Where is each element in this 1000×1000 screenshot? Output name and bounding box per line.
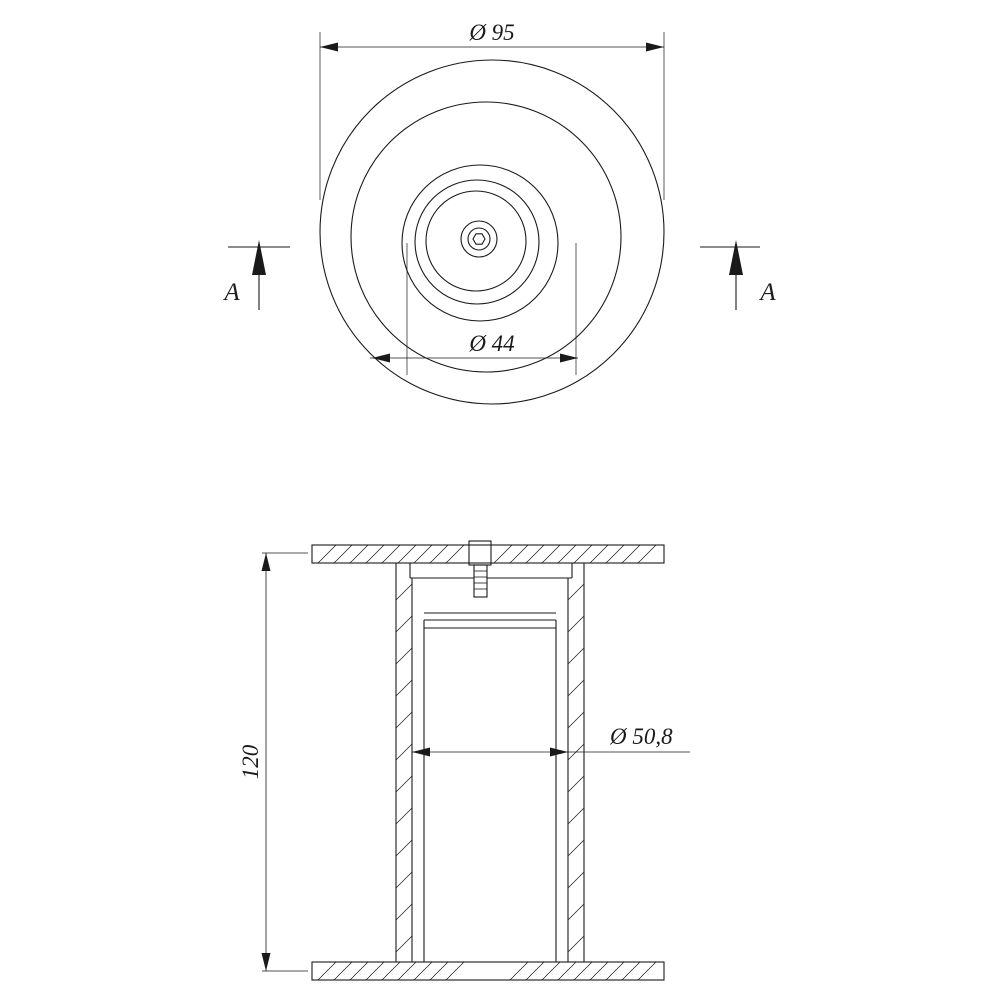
top-view-boss-inner-circle <box>415 180 539 304</box>
bore-dim-arrow-right <box>550 748 568 757</box>
height-label: 120 <box>238 744 263 780</box>
outer-dim-arrow-right <box>646 43 664 52</box>
section-label-left: A <box>224 279 240 306</box>
screw-shank <box>474 565 487 597</box>
bore-dim-arrow-left <box>412 748 430 757</box>
section-view-group <box>238 541 690 980</box>
inner-diameter-label: Ø 44 <box>469 331 515 356</box>
bottom-flange-hatch <box>318 962 656 980</box>
inner-dim-arrow-left <box>372 354 390 363</box>
tube-left-wall-hatch <box>396 584 412 952</box>
bore-diameter-label: Ø 50,8 <box>610 724 673 749</box>
section-mark-left-arrowhead <box>252 240 266 275</box>
tube-right-wall-hatch <box>568 584 584 952</box>
top-view-group <box>320 20 664 404</box>
top-view-boss-outer-circle <box>402 165 558 321</box>
top-flange-plate <box>312 545 664 563</box>
top-flange-hatch <box>318 545 656 563</box>
height-dim-arrow-bottom <box>262 953 271 971</box>
top-view-screw-head-circle <box>461 221 497 257</box>
section-mark-right-arrowhead <box>729 240 743 275</box>
outer-dim-arrow-left <box>320 43 338 52</box>
top-view-hex-socket <box>473 234 485 244</box>
top-view-screw-ring-circle <box>468 228 490 250</box>
bottom-flange-plate <box>312 962 664 980</box>
outer-diameter-label: Ø 95 <box>469 20 515 45</box>
height-dim-arrow-top <box>262 553 271 571</box>
top-view-hub-circle <box>426 191 526 291</box>
inner-dim-arrow-right <box>560 354 578 363</box>
screw-thread-lines <box>474 571 487 589</box>
section-label-right: A <box>760 279 776 306</box>
